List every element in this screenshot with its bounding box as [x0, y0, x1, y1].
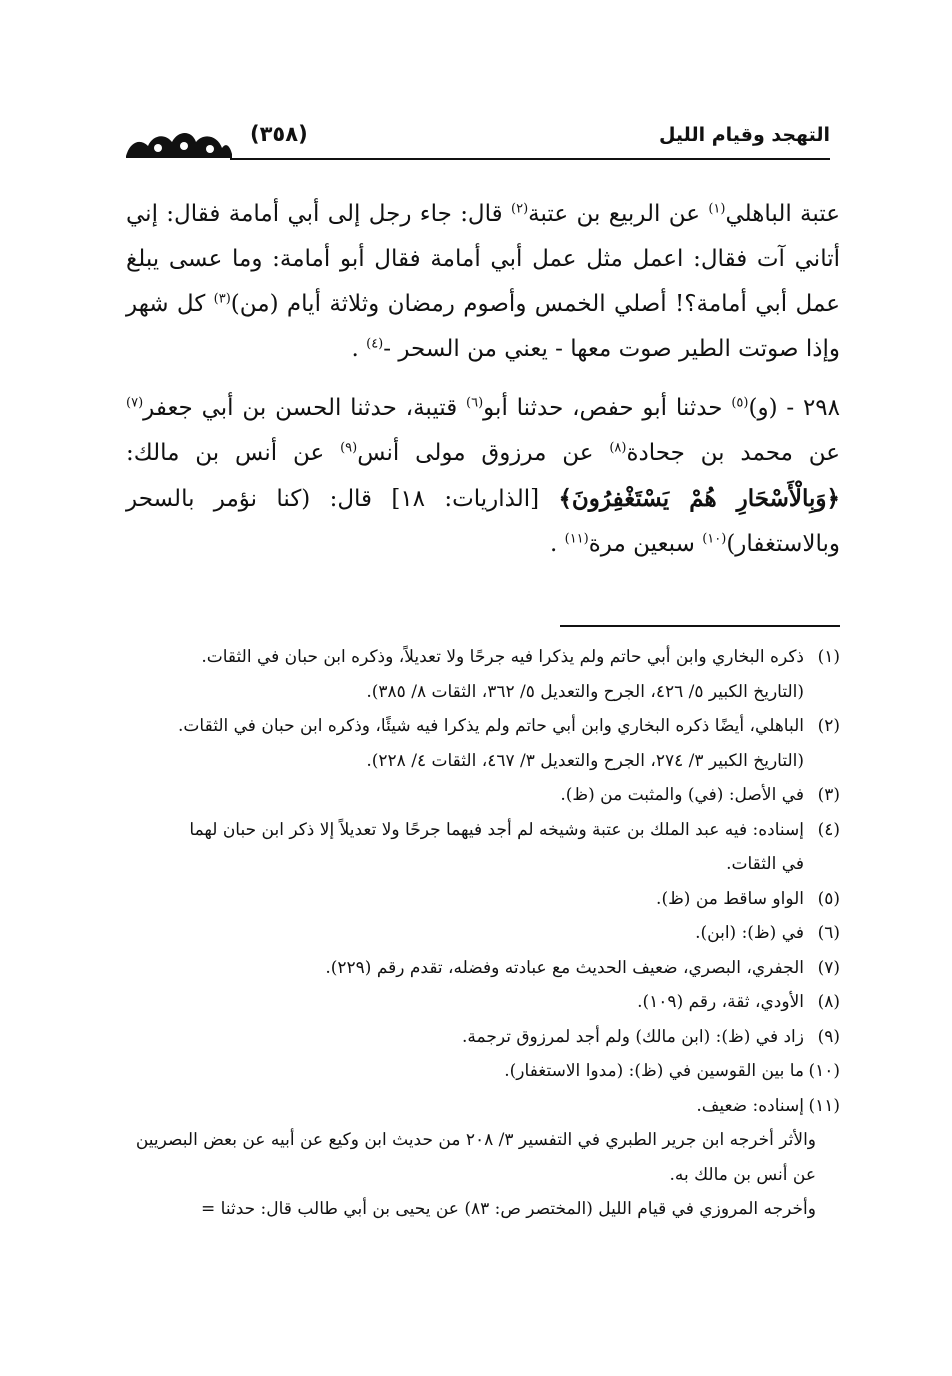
footnote [120, 916, 840, 951]
footnote-text: زاد في (ظ): (ابن مالك) ولم أجد لمرزوق ترجمة. [461, 1026, 804, 1047]
footnote-number: (١) [817, 647, 840, 667]
footnote-reference: (١٠) [702, 531, 727, 547]
book-title: التهجد وقيام الليل [658, 124, 830, 146]
footnote-number: (٩) [817, 1026, 840, 1047]
text-run: [الذاريات: ١٨] قال: (كنا نؤمر بالسحر وبالاستغفار) [126, 486, 840, 557]
footnote-continuation: (التاريخ الكبير ٣/ ٢٧٤، الجرح والتعديل ٣/ ٤٦٧، الثقات ٤/ ٢٢٨). [366, 750, 804, 771]
footnote-note: والأثر أخرجه ابن جرير الطبري في التفسير ٣/ ٢٠٨ من حديث ابن وكيع عن أبيه عن بعض البصريين عن أنس بن مالك به. [135, 1130, 816, 1185]
footnote-text: الواو ساقط من (ظ). [656, 888, 804, 909]
footnote-number: (٣) [817, 785, 840, 805]
footnote-number: (٤) [817, 819, 840, 840]
footnote-reference: (١١) [564, 531, 589, 547]
footnote [120, 882, 840, 917]
footnote-reference: (٢) [511, 201, 529, 217]
footnote-reference: (٧) [126, 395, 144, 411]
text-run: عتبة الباهلي [725, 201, 840, 227]
footnote-text: في (ظ): (ابن). [695, 923, 804, 943]
footnote-text: الباهلي، أيضًا ذكره البخاري وابن أبي حاتم ولم يذكرا فيه شيئًا، وذكره ابن حبان في الثقات. [178, 716, 804, 736]
paragraph [126, 386, 840, 567]
footnote-reference: (٥) [731, 395, 749, 411]
footnote [120, 1054, 840, 1089]
text-run: عن الربيع بن عتبة [528, 201, 709, 227]
footnote [120, 778, 840, 813]
text-run: سبعين مرة [588, 531, 703, 557]
footnote-number: (٧) [817, 957, 840, 978]
text-run: كل شهر وإذا صوتت الطير صوت معها - يعني من السحر - [126, 291, 840, 362]
footnote-text: إسناده: ضعيف. [696, 1095, 804, 1116]
text-run: . [550, 531, 565, 557]
footnote-reference: (٩) [340, 440, 358, 456]
footnote-number: (٥) [817, 888, 840, 909]
footnote [120, 709, 840, 744]
text-run: حدثنا أبو حفص، حدثنا أبو [483, 395, 732, 421]
page-number: (٣٥٨) [250, 122, 308, 146]
footnote-reference: (١) [708, 201, 726, 217]
footnote [120, 985, 840, 1020]
footnote-separator [560, 625, 840, 627]
footnote-reference: (٨) [609, 440, 627, 456]
text-run: عن أنس بن مالك: [126, 440, 341, 466]
footnote-number: (٢) [817, 716, 840, 736]
footnote-number: (٦) [817, 923, 840, 943]
footnote-text: ما بين القوسين في (ظ): (مدوا الاستغفار). [504, 1061, 804, 1081]
footnote [120, 1089, 840, 1124]
text-run: عن محمد بن جحادة [626, 440, 841, 466]
footnote [120, 951, 840, 986]
footnote-number: (١١) [808, 1095, 840, 1116]
footnote-continuation: في الثقات. [726, 854, 804, 874]
ornament-icon [122, 118, 234, 162]
text-run: قتيبة، حدثنا الحسن بن أبي جعفر [143, 395, 467, 421]
footnote-reference: (٤) [366, 336, 384, 352]
text-run: ٢٩٨ - (و) [748, 395, 841, 421]
footnote-reference: (٦) [466, 395, 484, 411]
text-run: . [351, 336, 367, 362]
footnote [120, 640, 840, 675]
text-run: عن مرزوق مولى أنس [357, 440, 610, 466]
footnote-text: ذكره البخاري وابن أبي حاتم ولم يذكرا فيه جرحًا ولا تعديلاً، وذكره ابن حبان في الثقات. [201, 647, 804, 667]
footnote-continuation: (التاريخ الكبير ٥/ ٤٢٦، الجرح والتعديل ٥/ ٣٦٢، الثقات ٨/ ٣٨٥). [366, 681, 804, 702]
footnote-reference: (٣) [213, 291, 231, 307]
footnote-number: (١٠) [808, 1061, 840, 1081]
main-text [126, 192, 840, 567]
quran-verse: ﴿وَبِالْأَسْحَارِ هُمْ يَسْتَغْفِرُونَ﴾ [558, 485, 840, 512]
footnote-text: في الأصل: (في) والمثبت من (ظ). [560, 785, 804, 805]
footnote-text: الأودي، ثقة، رقم (١٠٩). [637, 992, 804, 1012]
paragraph [126, 192, 840, 372]
footnote [120, 1020, 840, 1055]
header-divider [230, 158, 830, 160]
text-run: قال: جاء رجل إلى أبي أمامة فقال: إني أتاني آت فقال: اعمل مثل عمل أبي أمامة فقال أبو أمامة: وما عسى يبلغ عمل أبي أمامة؟! أصلي الخمس وأصوم رمضان وثلاثة أيام (من) [126, 201, 840, 317]
footnote-text: إسناده: فيه عبد الملك بن عتبة وشيخه لم أجد فيهما جرحًا ولا تعديلاً إلا ذكر ابن حبان لهما [189, 819, 804, 840]
footnote-number: (٨) [817, 992, 840, 1012]
running-header [122, 118, 830, 162]
footnote [120, 813, 840, 848]
footnote-note: وأخرجه المروزي في قيام الليل (المختصر ص: ٨٣) عن يحيى بن أبي طالب قال: حدثنا = [201, 1199, 816, 1219]
footnote-text: الجفري، البصري، ضعيف الحديث مع عبادته وفضله، تقدم رقم (٢٢٩). [325, 957, 804, 978]
footnotes [120, 640, 840, 1227]
